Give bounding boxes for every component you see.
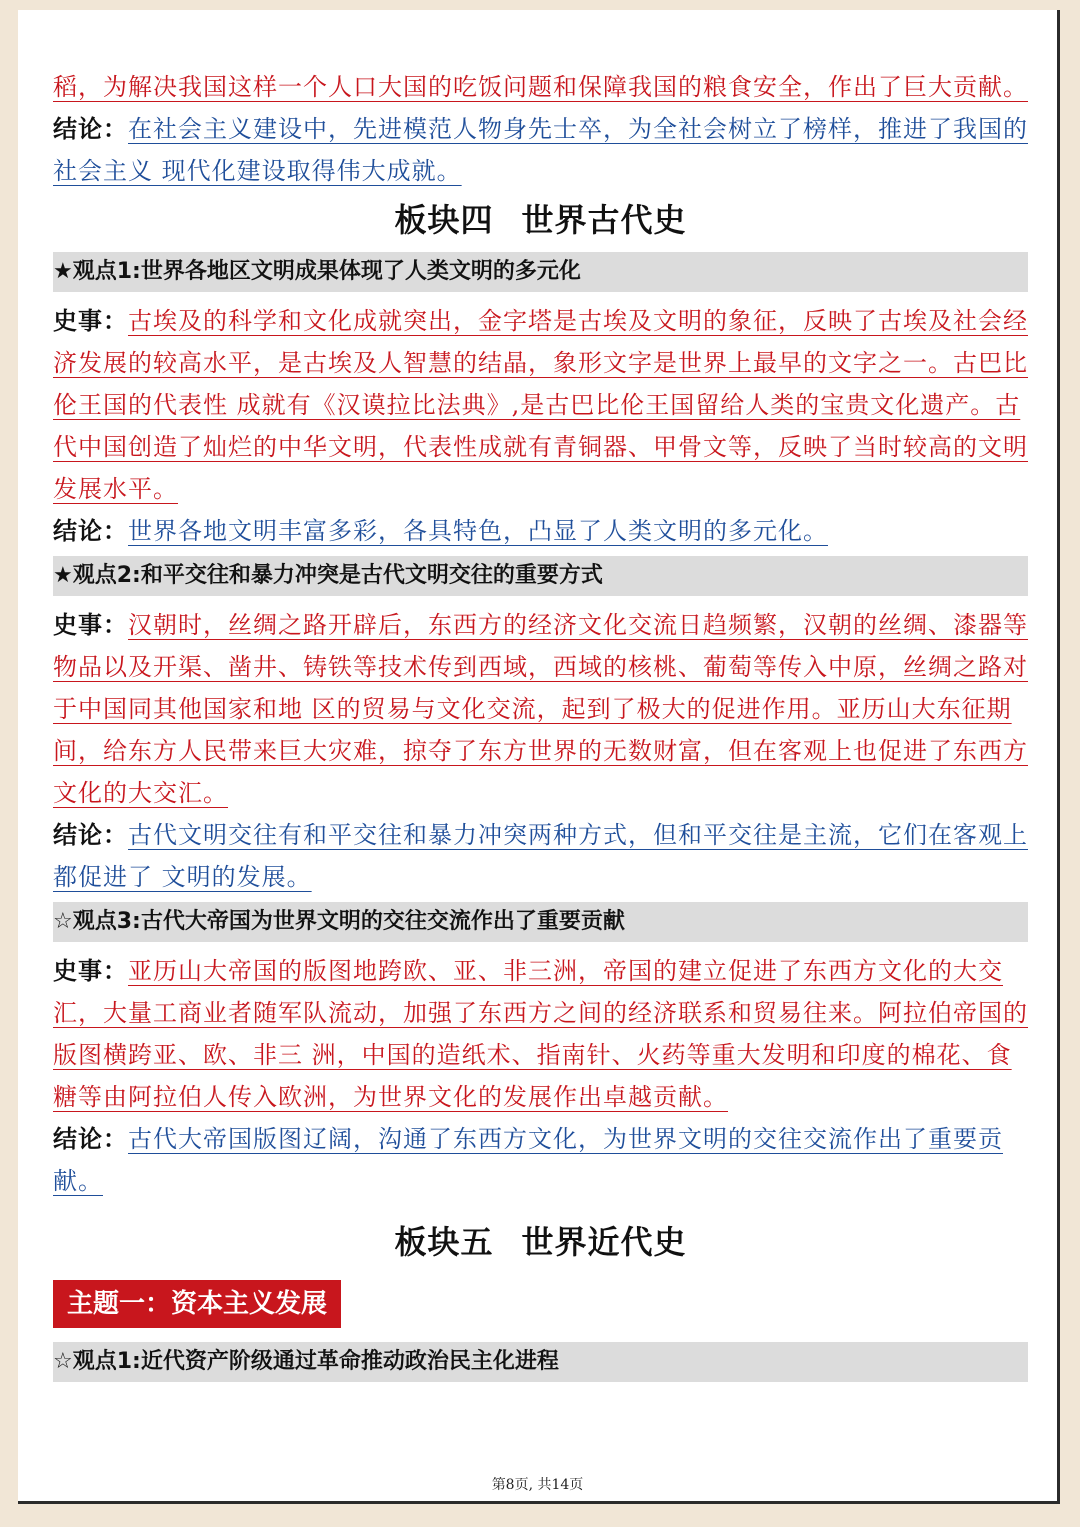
facts-text: 亚历山大帝国的版图地跨欧、亚、非三洲，帝国的建立促进了东西方文化的大交汇，大量工商业者随军队流动，加强了东西方之间的经济联系和贸易往来。阿拉伯帝国的版图横跨亚、欧、非三 洲，中国的造纸术、指南针、火药等重大发明和印度的棉花、食糖等由阿拉伯人传入欧洲，为世界文化的发展作出卓越贡献。 <box>53 957 1028 1111</box>
block5-viewpoint-1-heading: ☆观点1:近代资产阶级通过革命推动政治民主化进程 <box>53 1342 1028 1382</box>
intro-paragraph <box>53 66 1028 108</box>
facts-label: 史事： <box>53 956 128 985</box>
viewpoint-3-facts <box>53 950 1028 1118</box>
page-content <box>53 66 1028 1390</box>
intro-red-text: 稻，为解决我国这样一个人口大国的吃饭问题和保障我国的粮食安全，作出了巨大贡献。 <box>53 73 1028 101</box>
intro-conclusion <box>53 108 1028 192</box>
conclusion-text: 世界各地文明丰富多彩，各具特色，凸显了人类文明的多元化。 <box>128 517 828 545</box>
viewpoint-1-conclusion <box>53 510 1028 552</box>
page-number: 第8页, 共14页 <box>491 1477 584 1493</box>
block4-title-a: 板块四 <box>394 201 494 239</box>
facts-label: 史事： <box>53 610 128 639</box>
conclusion-text: 古代文明交往有和平交往和暴力冲突两种方式，但和平交往是主流，它们在客观上都促进了 文明的发展。 <box>53 821 1028 891</box>
block5-title-b: 世界近代史 <box>521 1223 687 1261</box>
conclusion-label: 结论： <box>53 516 128 545</box>
block4-title <box>53 192 1028 248</box>
topic-badge: 主题一：资本主义发展 <box>53 1280 341 1328</box>
facts-label: 史事： <box>53 306 128 335</box>
viewpoint-1-facts <box>53 300 1028 510</box>
block5-title-a: 板块五 <box>394 1223 494 1261</box>
viewpoint-3-heading: ☆观点3:古代大帝国为世界文明的交往交流作出了重要贡献 <box>53 902 1028 942</box>
viewpoint-3-conclusion <box>53 1118 1028 1202</box>
conclusion-label: 结论： <box>53 114 128 143</box>
conclusion-label: 结论： <box>53 1124 128 1153</box>
topic-row <box>53 1280 1028 1328</box>
viewpoint-2-heading: ★观点2:和平交往和暴力冲突是古代文明交往的重要方式 <box>53 556 1028 596</box>
viewpoint-2-facts <box>53 604 1028 814</box>
viewpoint-1-heading: ★观点1:世界各地区文明成果体现了人类文明的多元化 <box>53 252 1028 292</box>
conclusion-text: 在社会主义建设中，先进模范人物身先士卒，为全社会树立了榜样，推进了我国的社会主义 现代化建设取得伟大成就。 <box>53 115 1028 185</box>
block5-title <box>53 1214 1028 1270</box>
facts-text: 古埃及的科学和文化成就突出，金字塔是古埃及文明的象征，反映了古埃及社会经济发展的较高水平，是古埃及人智慧的结晶，象形文字是世界上最早的文字之一。古巴比伦王国的代表性 成就有《汉谟拉比法典》,是古巴比伦王国留给人类的宝贵文化遗产。古代中国创造了灿烂的中华文明，代表性成就有青铜器、甲骨文等，反映了当时较高的文明发展水平。 <box>53 307 1028 503</box>
document-page <box>18 10 1060 1504</box>
block4-title-b: 世界古代史 <box>521 201 687 239</box>
viewpoint-2-conclusion <box>53 814 1028 898</box>
conclusion-label: 结论： <box>53 820 128 849</box>
conclusion-text: 古代大帝国版图辽阔，沟通了东西方文化，为世界文明的交往交流作出了重要贡献。 <box>53 1125 1003 1195</box>
facts-text: 汉朝时，丝绸之路开辟后，东西方的经济文化交流日趋频繁，汉朝的丝绸、漆器等物品以及开渠、凿井、铸铁等技术传到西域，西域的核桃、葡萄等传入中原，丝绸之路对于中国同其他国家和地 区的贸易与文化交流，起到了极大的促进作用。亚历山大东征期间，给东方人民带来巨大灾难，掠夺了东方世界的无数财富，但在客观上也促进了东西方文化的大交汇。 <box>53 611 1028 807</box>
